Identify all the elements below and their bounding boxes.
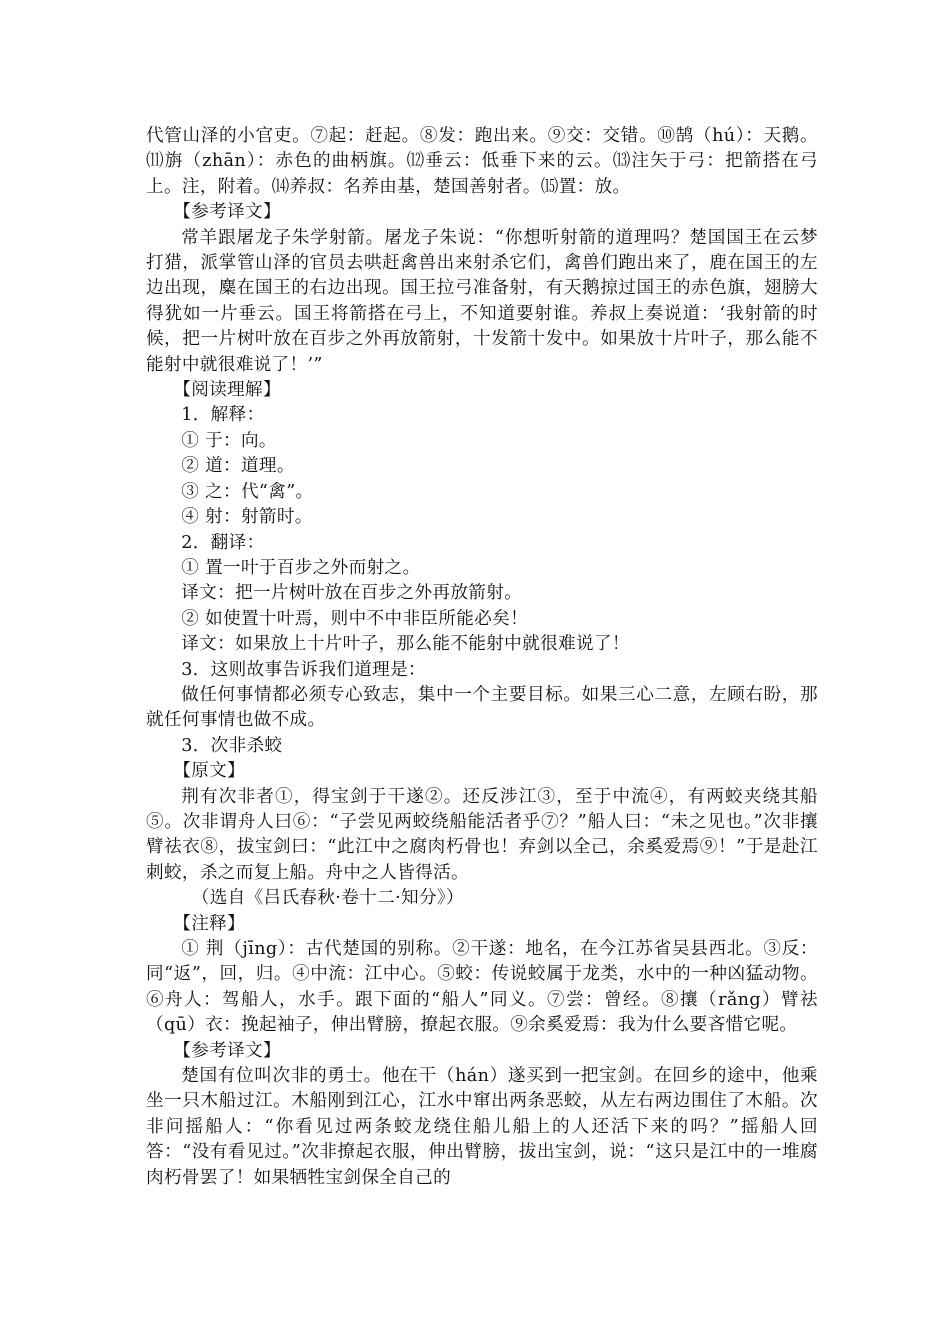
question-2: 2．翻译： [181, 532, 265, 553]
question-1-item: ② 道：道理。 [181, 456, 295, 477]
question-1: 1．解释： [181, 405, 265, 426]
question-1-item: ① 于：向。 [181, 430, 277, 451]
question-2-answer: 译文：如果放上十片叶子，那么能不能射中就很难说了！ [181, 634, 630, 655]
document-body [146, 124, 818, 1191]
question-2-item: ② 如使置十叶焉，则中不中非臣所能必矣！ [181, 608, 529, 629]
question-2-item: ① 置一叶于百步之外而射之。 [181, 557, 421, 578]
section-heading-translation: 【参考译文】 [173, 1040, 281, 1061]
notes-paragraph: ① 荆（jīng）：古代楚国的别称。②干遂：地名，在今江苏省吴县西北。③反：同“返”，回，归。④中流：江中心。⑤蛟：传说蛟属于龙类，水中的一种凶猛动物。⑥舟人：驾船人，水手。跟下面的“船人”同义。⑦尝：曾经。⑧攘（rǎng）臂祛（qū）衣：挽起袖子，伸出臂膀，撩起衣服。⑨余奚爱焉：我为什么要吝惜它呢。 [146, 939, 818, 1036]
story-title: 3．次非杀蛟 [181, 735, 283, 756]
question-2-answer: 译文：把一片树叶放在百步之外再放箭射。 [181, 583, 523, 604]
translation-paragraph: 常羊跟屠龙子朱学射箭。屠龙子朱说：“你想听射箭的道理吗？楚国国王在云梦打猎，派掌管山泽的官员去哄赶禽兽出来射杀它们，禽兽们跑出来了，鹿在国王的左边出现，麋在国王的右边出现。国王拉弓准备射，有天鹅掠过国王的赤色旗，翅膀大得犹如一片垂云。国王将箭搭在弓上，不知道要射谁。养叔上奏说道：‘我射箭的时候，把一片树叶放在百步之外再放箭射，十发箭十发中。如果放十片叶子，那么能不能射中就很难说了！’” [146, 227, 818, 375]
question-1-item: ③ 之：代“禽”。 [181, 481, 314, 502]
original-text: 荆有次非者①，得宝剑于干遂②。还反涉江③，至于中流④，有两蛟夹绕其船⑤。次非谓舟人曰⑥：“子尝见两蛟绕船能活者乎⑦？”船人曰：“未之见也。”次非攘臂祛衣⑧，拔宝剑曰：“此江中之腐肉朽骨也！弃剑以全己，余奚爱焉⑨！”于是赴江刺蛟，杀之而复上船。舟中之人皆得活。 [146, 786, 818, 883]
section-heading-translation: 【参考译文】 [173, 202, 281, 223]
section-heading-original: 【原文】 [173, 761, 246, 782]
section-heading-notes: 【注释】 [173, 913, 246, 934]
question-3-answer: 做任何事情都必须专心致志，集中一个主要目标。如果三心二意，左顾右盼，那就任何事情也做不成。 [146, 684, 818, 731]
question-3: 3．这则故事告诉我们道理是： [181, 659, 427, 680]
source-citation: （选自《吕氏春秋·卷十二·知分》） [191, 888, 464, 909]
question-1-item: ④ 射：射箭时。 [181, 507, 313, 528]
translation-paragraph: 楚国有位叫次非的勇士。他在干（hán）遂买到一把宝剑。在回乡的途中，他乘坐一只木船过江。木船刚到江心，江水中窜出两条恶蛟，从左右两边围住了木船。次非问摇船人：“你看见过两条蛟龙绕住船儿船上的人还活下来的吗？”摇船人回答：“没有看见过。”次非撩起衣服，伸出臂膀，拔出宝剑，说：“这只是江中的一堆腐肉朽骨罢了！如果牺牲宝剑保全自己的 [146, 1066, 818, 1188]
notes-continuation: 代管山泽的小官吏。⑦起：赶起。⑧发：跑出来。⑨交：交错。⑩鹄（hú）：天鹅。⑾旃（zhān）：赤色的曲柄旗。⑿垂云：低垂下来的云。⒀注矢于弓：把箭搭在弓上。注，附着。⒁养叔：名养由基，楚国善射者。⒂置：放。 [146, 126, 818, 197]
section-heading-reading: 【阅读理解】 [173, 380, 281, 401]
